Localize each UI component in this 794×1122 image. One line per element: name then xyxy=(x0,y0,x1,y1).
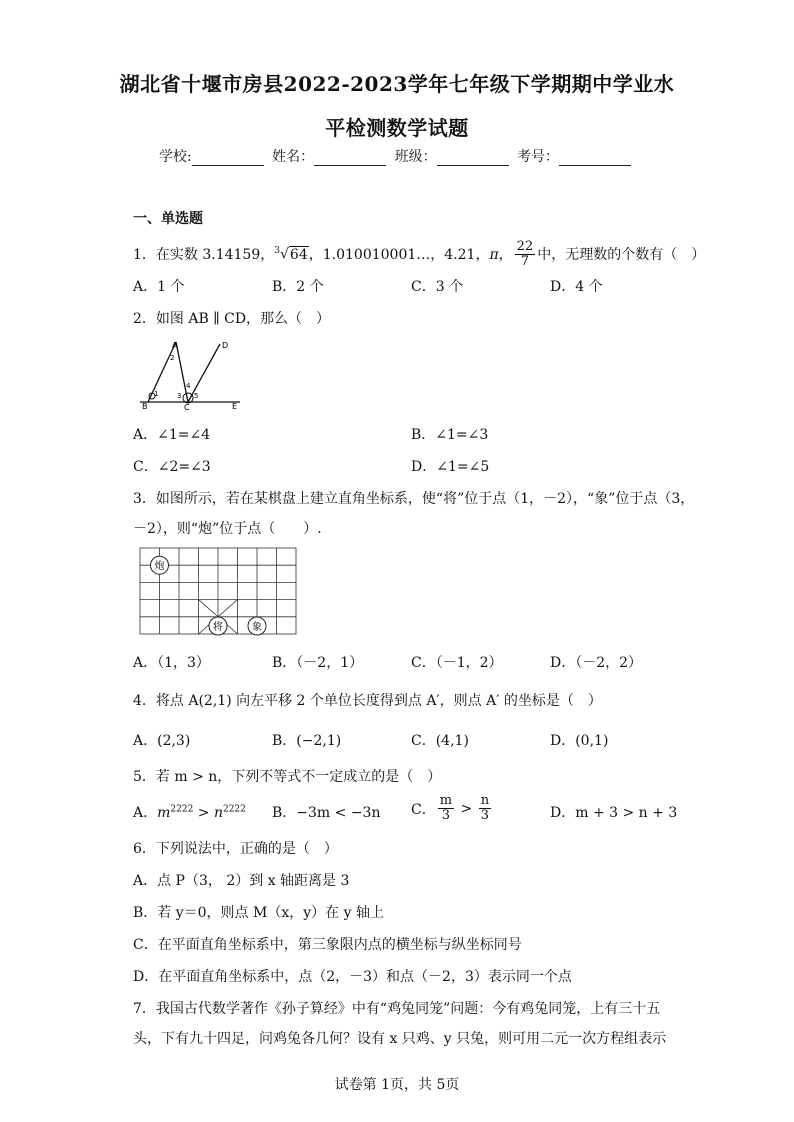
student-info xyxy=(0,146,794,166)
page-title-line2: 平检测数学试题 xyxy=(325,116,469,140)
fraction-22-7: $\frac{22}{7}$ xyxy=(516,239,534,270)
q3-option-d[interactable]: D．（－2，2） xyxy=(550,655,643,671)
question-1: 1．在实数 3.14159，$^3$√64，1.010010001…，4.21，π， $\frac{22}{7}$ 中，无理数的个数有（ ） xyxy=(133,239,706,270)
chessboard-figure xyxy=(138,546,298,638)
school-label: 学校: xyxy=(158,149,192,165)
angle-3: 3 xyxy=(177,392,182,400)
label-a: A xyxy=(172,341,178,350)
q6-option-a[interactable]: A．点 P（3， 2）到 x 轴距离是 3 xyxy=(133,873,350,889)
q5-option-b[interactable]: B．−3m < −3n xyxy=(272,805,381,821)
parallel-lines-figure xyxy=(140,338,250,410)
exam-no-label: 考号： xyxy=(517,149,560,165)
q5-option-d[interactable]: D．m + 3 > n + 3 xyxy=(550,805,678,821)
q3-option-b[interactable]: B．（－2，1） xyxy=(272,655,364,671)
question-5: 5．若 m > n，下列不等式不一定成立的是（ ） xyxy=(133,769,442,785)
q1-option-c[interactable]: C．3 个 xyxy=(411,279,464,295)
q6-option-c[interactable]: C．在平面直角坐标系中，第三象限内点的横坐标与纵坐标同号 xyxy=(133,937,522,953)
name-blank[interactable] xyxy=(314,150,386,166)
question-3-line2: －2），则“炮”位于点（ ）. xyxy=(133,521,322,537)
q3-option-c[interactable]: C．（－1，2） xyxy=(411,655,503,671)
q1-option-d[interactable]: D．4 个 xyxy=(550,279,603,295)
question-7-line1: 7．我国古代数学著作《孙子算经》中有“鸡兔同笼”问题：今有鸡兔同笼，上有三十五 xyxy=(133,1001,661,1017)
q1-option-b[interactable]: B．2 个 xyxy=(272,279,324,295)
label-e: E xyxy=(232,402,238,410)
q1-option-a[interactable]: A．1 个 xyxy=(133,279,185,295)
q4-option-d[interactable]: D．(0,1) xyxy=(550,733,609,749)
exam-no-blank[interactable] xyxy=(559,150,631,166)
question-6: 6．下列说法中，正确的是（ ） xyxy=(133,841,338,857)
q4-option-b[interactable]: B．(−2,1) xyxy=(272,733,342,749)
angle-4: 4 xyxy=(186,382,191,390)
q2-option-c[interactable]: C．∠2=∠3 xyxy=(133,459,211,475)
section-heading: 一、单选题 xyxy=(133,211,203,227)
class-blank[interactable] xyxy=(437,150,509,166)
q3-option-a[interactable]: A．（1，3） xyxy=(133,655,210,671)
page-footer: 试卷第 1页，共 5页 xyxy=(334,1077,460,1093)
piece-xiang: 象 xyxy=(252,622,262,633)
school-blank[interactable] xyxy=(192,150,264,166)
label-b: B xyxy=(142,402,148,410)
q2-option-a[interactable]: A．∠1=∠4 xyxy=(133,427,211,443)
q6-option-b[interactable]: B．若 y＝0，则点 M（x，y）在 y 轴上 xyxy=(133,905,384,921)
q2-option-d[interactable]: D．∠1=∠5 xyxy=(411,459,490,475)
name-label: 姓名： xyxy=(272,149,315,165)
q5-option-a[interactable]: A．$m^{2222} > n^{2222}$ xyxy=(133,804,246,821)
page-title-line1: 湖北省十堰市房县2022-2023学年七年级下学期期中学业水 xyxy=(119,72,675,96)
q6-option-d[interactable]: D．在平面直角坐标系中，点（2，－3）和点（－2，3）表示同一个点 xyxy=(133,969,572,985)
q4-option-a[interactable]: A．(2,3) xyxy=(133,733,191,749)
piece-jiang: 将 xyxy=(213,622,223,633)
question-3-line1: 3．如图所示，若在某棋盘上建立直角坐标系，使“将”位于点（1，－2），“象”位于点（3， xyxy=(133,491,695,507)
q5-option-c[interactable]: C． $\frac{m}{3}$ > $\frac{n}{3}$ xyxy=(411,793,490,824)
angle-2: 2 xyxy=(170,354,175,362)
label-d: D xyxy=(222,341,229,350)
cube-root: $^3$√64 xyxy=(274,246,308,263)
angle-5: 5 xyxy=(194,392,199,400)
q4-option-c[interactable]: C．(4,1) xyxy=(411,733,469,749)
angle-1: 1 xyxy=(154,390,159,398)
question-7-line2: 头，下有九十四足，问鸡兔各几何？设有 x 只鸡、y 只兔，则可用二元一次方程组表示 xyxy=(133,1031,667,1047)
question-4: 4．将点 A(2,1) 向左平移 2 个单位长度得到点 A′，则点 A′ 的坐标是（ ） xyxy=(133,693,602,709)
piece-pao: 炮 xyxy=(154,561,165,572)
label-c: C xyxy=(184,403,190,410)
question-2: 2．如图 AB ∥ CD，那么（ ） xyxy=(133,311,331,327)
class-label: 班级： xyxy=(394,149,437,165)
q2-option-b[interactable]: B．∠1=∠3 xyxy=(411,427,489,443)
